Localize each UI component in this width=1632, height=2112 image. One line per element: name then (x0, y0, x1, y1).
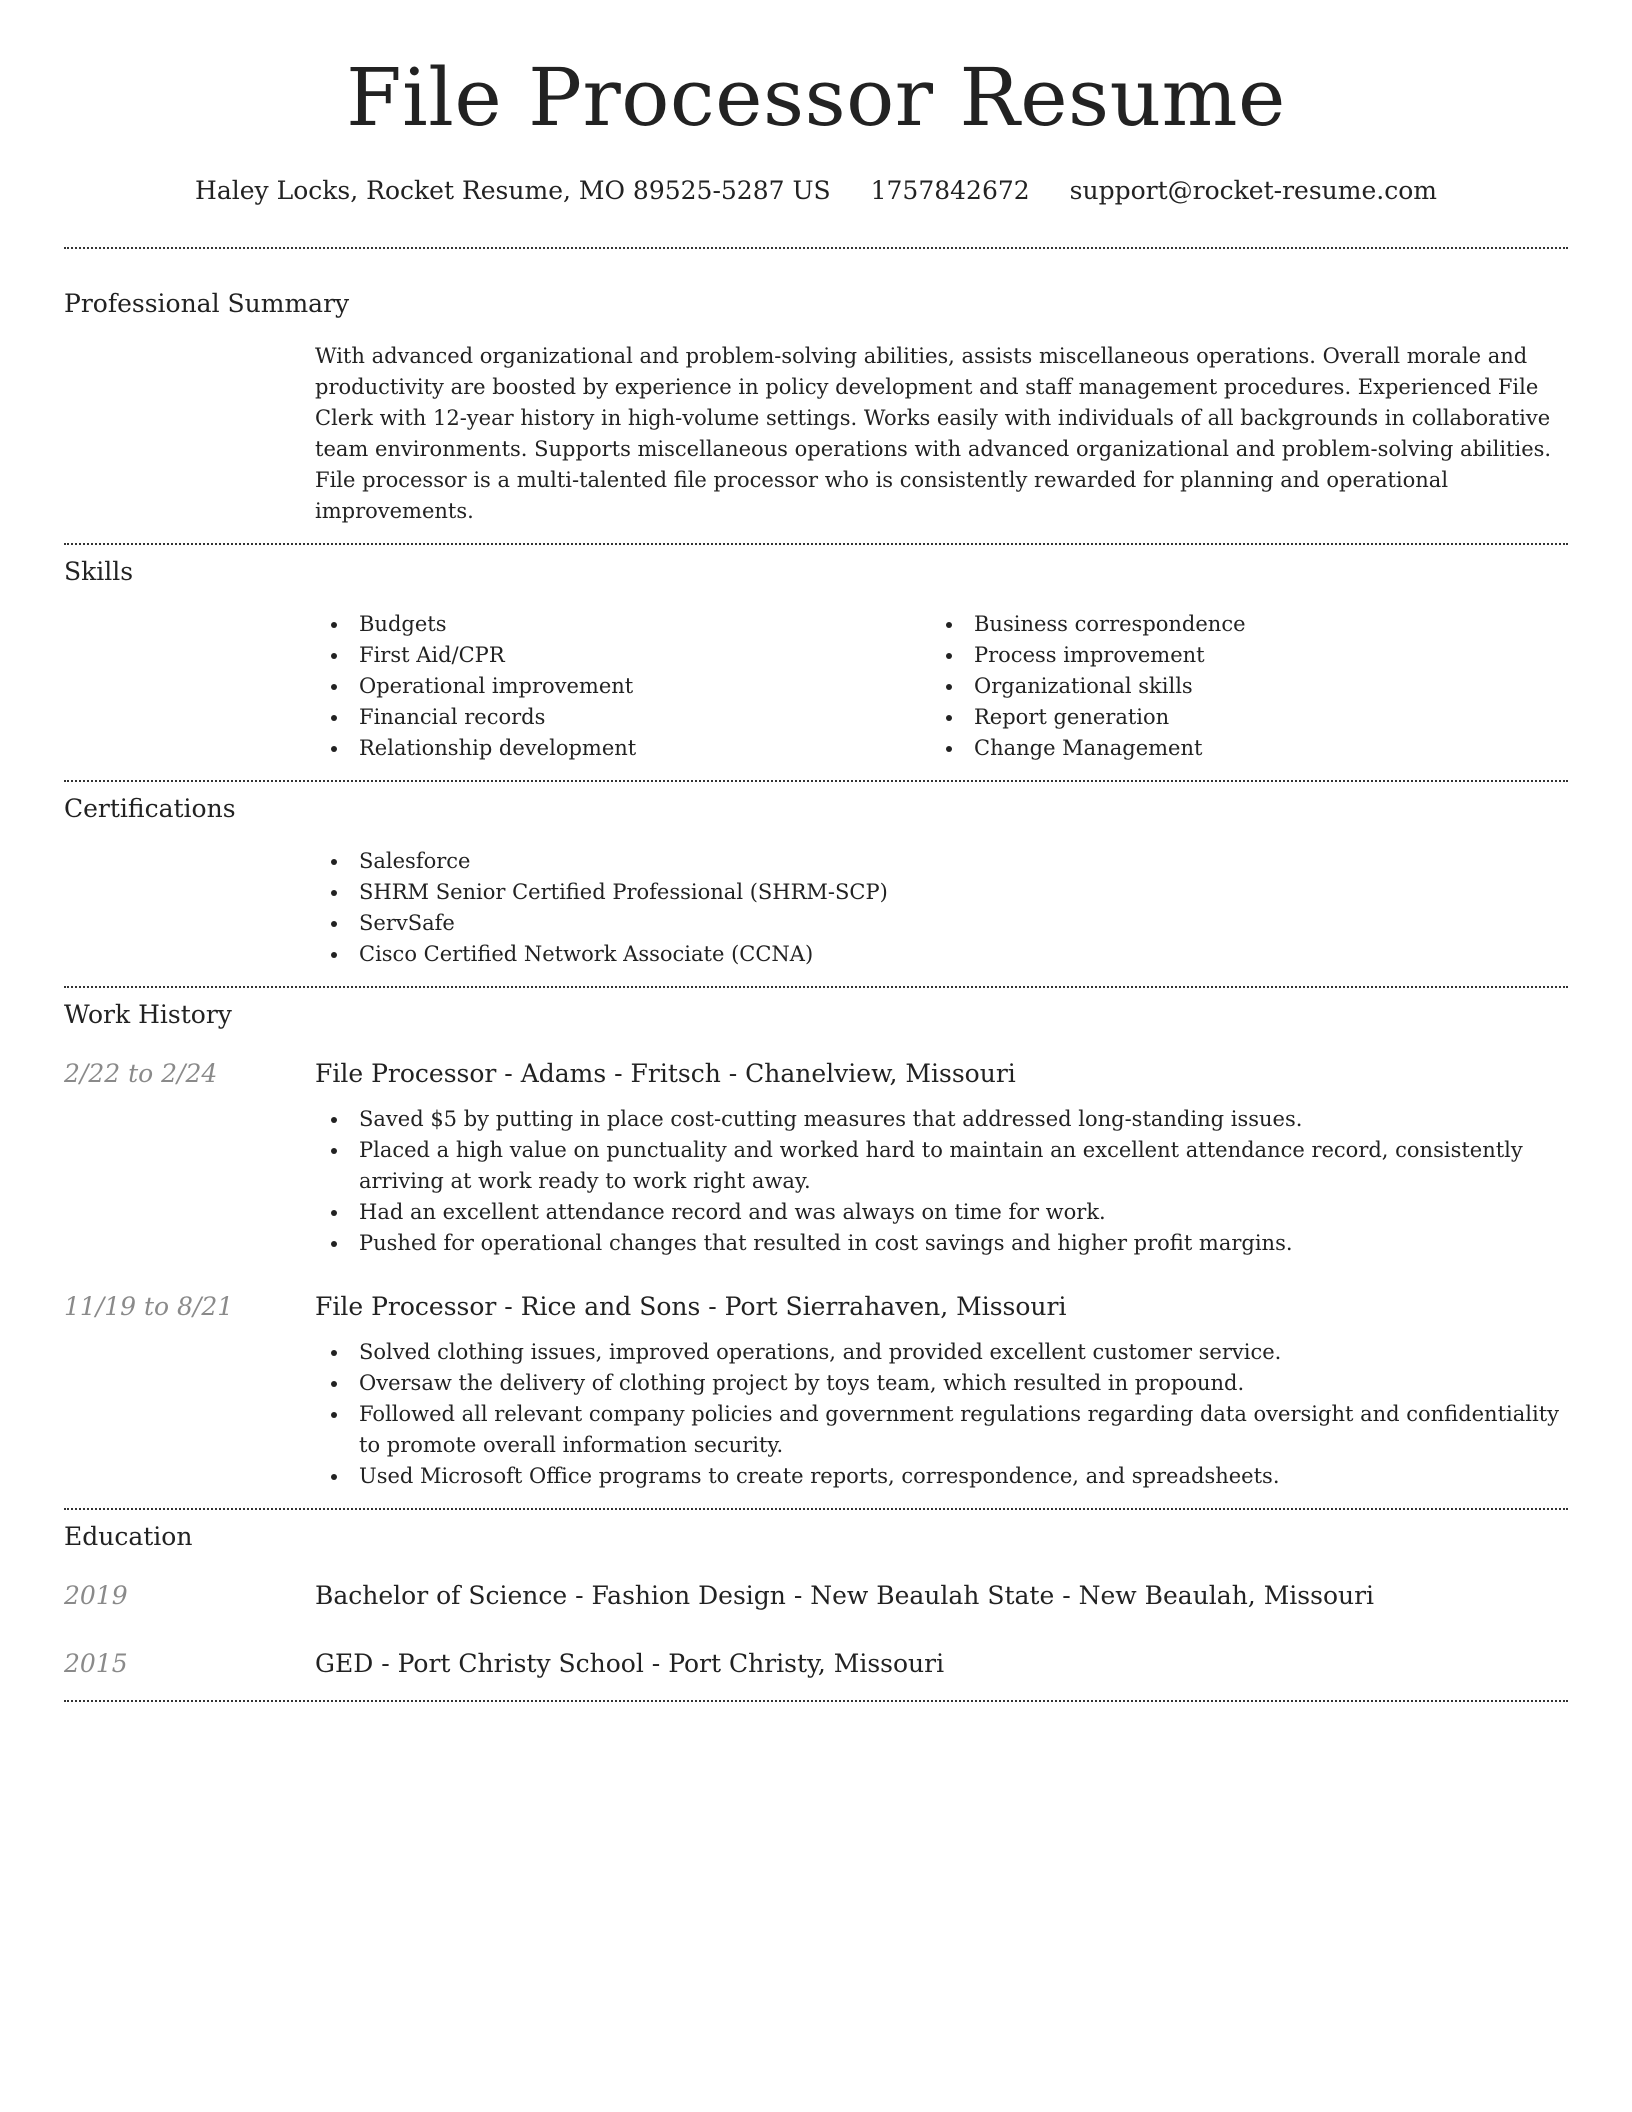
summary-section (64, 289, 1568, 527)
list-item: SHRM Senior Certified Professional (SHRM-SCP) (315, 877, 1568, 908)
contact-address: Haley Locks, Rocket Resume, MO 89525-5287 US (195, 176, 831, 205)
list-item: Oversaw the delivery of clothing project by toys team, which resulted in propound. (315, 1368, 1568, 1399)
skills-heading: Skills (64, 557, 134, 586)
contact-email: support@rocket-resume.com (1069, 176, 1437, 205)
certifications-body (315, 846, 1568, 970)
certifications-list (315, 846, 1568, 970)
section-divider (64, 1700, 1568, 1702)
section-divider (64, 780, 1568, 782)
list-item: Placed a high value on punctuality and worked hard to maintain an excellent attendance record, consistently arriving at work ready to work right away. (315, 1135, 1568, 1197)
list-item: Financial records (315, 702, 930, 733)
education-section (64, 1522, 1568, 1680)
certifications-section (64, 794, 1568, 970)
list-item: Relationship development (315, 733, 930, 764)
list-item: Budgets (315, 609, 930, 640)
job-dates: 2/22 to 2/24 (64, 1059, 218, 1088)
list-item: Report generation (930, 702, 1545, 733)
job-entry (64, 1058, 1568, 1259)
list-item: Had an excellent attendance record and was always on time for work. (315, 1197, 1568, 1228)
list-item: Used Microsoft Office programs to create reports, correspondence, and spreadsheets. (315, 1461, 1568, 1492)
job-bullets (315, 1104, 1568, 1259)
skills-columns (315, 609, 1568, 764)
work-history-section (64, 1000, 1568, 1492)
skills-list-right (930, 609, 1545, 764)
list-item: ServSafe (315, 908, 1568, 939)
list-item: Saved $5 by putting in place cost-cutting measures that addressed long-standing issues. (315, 1104, 1568, 1135)
list-item: Organizational skills (930, 671, 1545, 702)
section-divider (64, 986, 1568, 988)
list-item: Change Management (930, 733, 1545, 764)
resume-page (64, 0, 1568, 1702)
list-item: Solved clothing issues, improved operations, and provided excellent customer service. (315, 1337, 1568, 1368)
list-item: Process improvement (930, 640, 1545, 671)
job-title: File Processor - Rice and Sons - Port Sierrahaven, Missouri (315, 1292, 1067, 1321)
work-history-heading: Work History (64, 1000, 232, 1029)
education-entry (64, 1580, 1568, 1612)
education-title: GED - Port Christy School - Port Christy, Missouri (315, 1649, 945, 1678)
list-item: Business correspondence (930, 609, 1545, 640)
job-dates: 11/19 to 8/21 (64, 1292, 234, 1321)
education-entry (64, 1648, 1568, 1680)
section-divider (64, 247, 1568, 249)
summary-heading: Professional Summary (64, 289, 350, 318)
education-details (315, 1580, 1568, 1612)
job-details (315, 1058, 1568, 1259)
job-bullets (315, 1337, 1568, 1492)
skills-list-left (315, 609, 930, 764)
skills-section (64, 557, 1568, 764)
education-year: 2019 (64, 1581, 128, 1610)
summary-text: With advanced organizational and problem-solving abilities, assists miscellaneous operations. Overall morale and productivity are boosted by experience in policy development and staff management procedures. Experienced File Clerk with 12-year history in high-volume settings. Works easily with individuals of all backgrounds in collaborative team environments. Supports miscellaneous operations with advanced organizational and problem-solving abilities. File processor is a multi-talented file processor who is consistently rewarded for planning and operational improvements. (315, 344, 1552, 523)
education-year: 2015 (64, 1649, 128, 1678)
education-details (315, 1648, 1568, 1680)
list-item: Operational improvement (315, 671, 930, 702)
list-item: Followed all relevant company policies and government regulations regarding data oversight and confidentiality to promote overall information security. (315, 1399, 1568, 1461)
list-item: First Aid/CPR (315, 640, 930, 671)
list-item: Pushed for operational changes that resulted in cost savings and higher profit margins. (315, 1228, 1568, 1259)
resume-title: File Processor Resume (346, 51, 1286, 144)
certifications-heading: Certifications (64, 794, 236, 823)
contact-phone: 1757842672 (870, 176, 1030, 205)
job-entry (64, 1291, 1568, 1492)
education-heading: Education (64, 1522, 193, 1551)
section-divider (64, 1508, 1568, 1510)
contact-line (64, 176, 1568, 205)
list-item: Salesforce (315, 846, 1568, 877)
list-item: Cisco Certified Network Associate (CCNA) (315, 939, 1568, 970)
education-title: Bachelor of Science - Fashion Design - New Beaulah State - New Beaulah, Missouri (315, 1581, 1375, 1610)
job-details (315, 1291, 1568, 1492)
job-title: File Processor - Adams - Fritsch - Chanelview, Missouri (315, 1059, 1016, 1088)
section-divider (64, 543, 1568, 545)
